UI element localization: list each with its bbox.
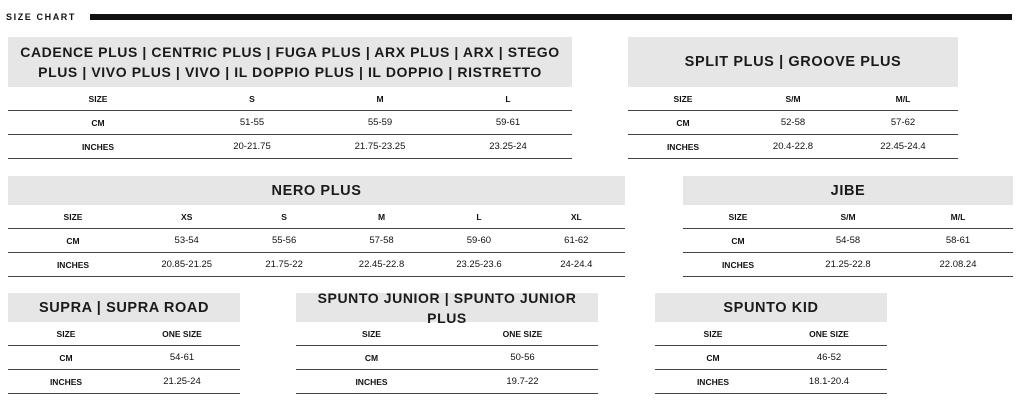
size-table-cadence-plus — [8, 37, 572, 159]
header-cell: SIZE — [673, 93, 693, 104]
header-cell: S — [249, 93, 255, 104]
header-cell: SIZE — [56, 328, 76, 339]
table-cell: 20.85-21.25 — [161, 259, 213, 270]
header-cell: S/M — [785, 93, 801, 104]
header-cell: XL — [570, 211, 582, 222]
row-label: CM — [66, 235, 80, 246]
table-header-row — [628, 87, 958, 111]
row-label: INCHES — [81, 141, 115, 152]
row-label: CM — [59, 352, 73, 363]
table-cell: 51-55 — [239, 117, 265, 128]
table-cell: 61-62 — [564, 235, 589, 246]
table-cell: 54-58 — [835, 235, 861, 246]
table-row — [296, 346, 598, 370]
table-cell: 23.25-24 — [489, 141, 527, 152]
size-table-split-plus — [628, 37, 958, 159]
size-table-supra — [8, 293, 240, 394]
table-cell: 20.4-22.8 — [772, 141, 814, 152]
table-row — [8, 346, 240, 370]
header-cell: L — [505, 93, 511, 104]
table-row — [655, 370, 887, 394]
row-label: INCHES — [696, 376, 730, 387]
row-label: CM — [706, 352, 720, 363]
table-title: JIBE — [683, 176, 1013, 205]
header-cell: S/M — [840, 211, 856, 222]
table-header-row — [8, 205, 625, 229]
table-header-row — [655, 322, 887, 346]
table-row — [8, 253, 625, 277]
table-cell: 21.25-24 — [163, 376, 201, 387]
table-cell: 22.45-22.8 — [358, 259, 405, 270]
header-cell: SIZE — [728, 211, 748, 222]
row-label: CM — [676, 117, 690, 128]
table-cell: 55-56 — [271, 235, 297, 246]
table-row — [628, 135, 958, 159]
table-cell: 59-61 — [495, 117, 521, 128]
header-rule — [90, 14, 1012, 20]
header-cell: L — [476, 211, 482, 222]
row-label: CM — [364, 352, 379, 363]
table-cell: 59-60 — [466, 235, 492, 246]
table-cell: 22.08.24 — [939, 259, 977, 270]
header-cell: M/L — [895, 93, 911, 104]
header-cell: ONE SIZE — [502, 328, 543, 339]
size-table-jibe — [683, 176, 1013, 277]
table-header-row — [8, 322, 240, 346]
header-cell: M/L — [950, 211, 966, 222]
table-cell: 23.25-23.6 — [456, 259, 502, 270]
table-title: SPUNTO KID — [655, 293, 887, 322]
table-header-row — [683, 205, 1013, 229]
header-cell: ONE SIZE — [162, 328, 202, 339]
table-row — [8, 111, 572, 135]
table-cell: 21.25-22.8 — [825, 259, 871, 270]
table-cell: 55-59 — [367, 117, 393, 128]
row-label: INCHES — [355, 376, 388, 387]
table-cell: 57-62 — [890, 117, 916, 128]
table-cell: 46-52 — [816, 352, 842, 363]
table-cell: 21.75-23.25 — [354, 141, 406, 152]
header-cell: SIZE — [362, 328, 381, 339]
table-cell: 20-21.75 — [233, 141, 271, 152]
size-table-spunto-junior — [296, 289, 598, 394]
table-title: SPLIT PLUS | GROOVE PLUS — [628, 37, 958, 87]
table-cell: 18.1-20.4 — [808, 376, 850, 387]
size-table-nero-plus — [8, 176, 625, 277]
table-cell: 52-58 — [780, 117, 806, 128]
table-cell: 57-58 — [369, 235, 394, 246]
size-table-spunto-kid — [655, 293, 887, 394]
table-row — [8, 370, 240, 394]
row-label: INCHES — [666, 141, 700, 152]
table-row — [8, 229, 625, 253]
row-label: INCHES — [56, 259, 90, 270]
table-cell: 19.7-22 — [506, 376, 539, 387]
header-cell: XS — [181, 211, 193, 222]
header-cell: M — [377, 211, 386, 222]
header-cell: M — [376, 93, 384, 104]
row-label: CM — [731, 235, 745, 246]
table-cell: 24-24.4 — [560, 259, 593, 270]
header-cell: ONE SIZE — [809, 328, 849, 339]
table-cell: 50-56 — [510, 352, 535, 363]
size-chart-header — [6, 10, 1012, 24]
table-row — [655, 346, 887, 370]
header-cell: SIZE — [63, 211, 83, 222]
table-cell: 53-54 — [174, 235, 199, 246]
table-header-row — [8, 87, 572, 111]
table-row — [683, 229, 1013, 253]
table-cell: 21.75-22 — [265, 259, 303, 270]
table-row — [683, 253, 1013, 277]
table-cell: 22.45-24.4 — [880, 141, 926, 152]
table-row — [8, 135, 572, 159]
table-title: NERO PLUS — [8, 176, 625, 205]
table-title: CADENCE PLUS | CENTRIC PLUS | FUGA PLUS | ARX PLUS | ARX | STEGO PLUS | VIVO PLUS | VIVO | IL DOPPIO PLUS | IL DOPPIO | RISTRETTO — [8, 37, 572, 87]
header-cell: SIZE — [88, 93, 108, 104]
table-title: SPUNTO JUNIOR | SPUNTO JUNIOR PLUS — [296, 293, 598, 322]
row-label: INCHES — [49, 376, 83, 387]
row-label: CM — [91, 117, 105, 128]
table-row — [628, 111, 958, 135]
table-cell: 54-61 — [169, 352, 195, 363]
table-row — [296, 370, 598, 394]
header-cell: S — [281, 211, 287, 222]
row-label: INCHES — [721, 259, 755, 270]
header-cell: SIZE — [703, 328, 723, 339]
table-cell: 58-61 — [945, 235, 971, 246]
table-title: SUPRA | SUPRA ROAD — [8, 293, 240, 322]
size-chart-label: SIZE CHART — [6, 12, 76, 22]
